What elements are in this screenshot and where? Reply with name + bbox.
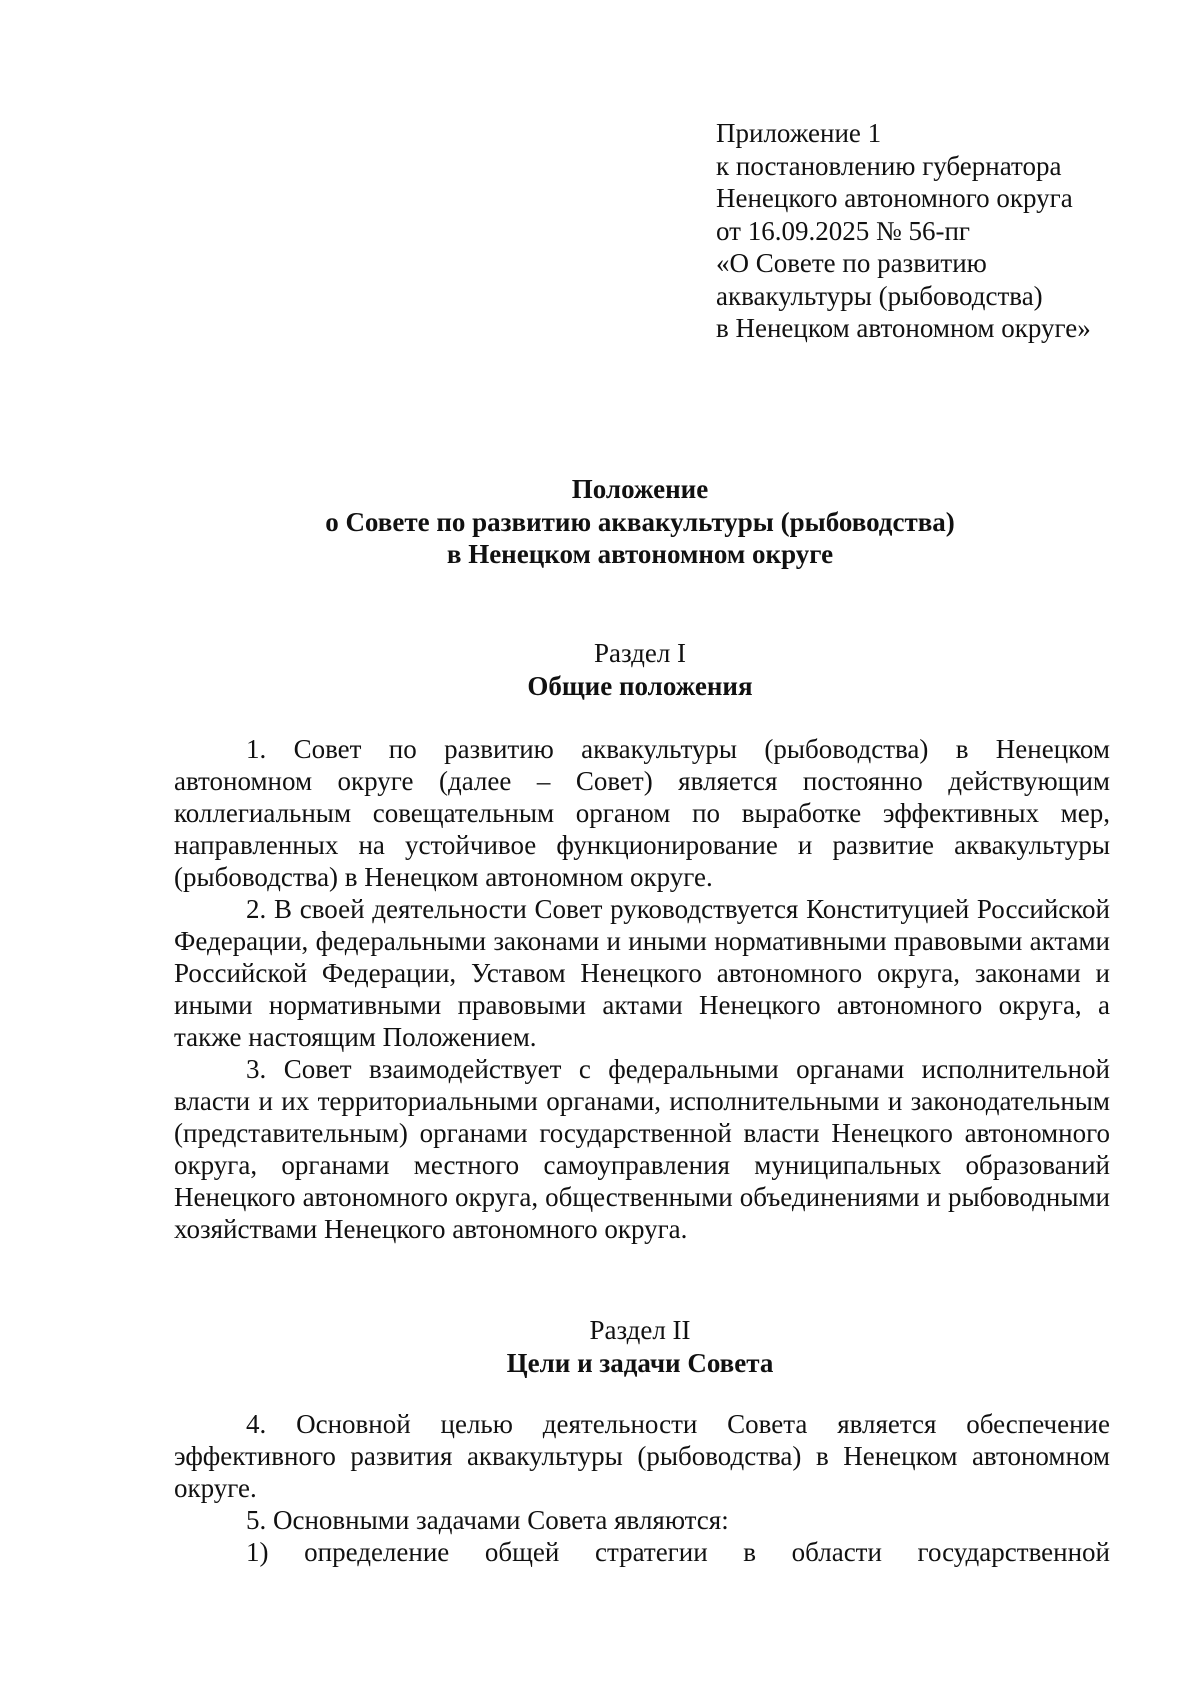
- paragraph: 1. Совет по развитию аквакультуры (рыбоводства) в Ненецком автономном округе (далее – Совет) является постоянно действующим коллегиальным совещательным органом по выработке эффективных мер, направленных на устойчивое функционирование и развитие аквакультуры (рыбоводства) в Ненецком автономном округе.: [174, 734, 1110, 892]
- appendix-header: [716, 117, 1176, 345]
- section-name: Общие положения: [527, 670, 753, 701]
- paragraph: 4. Основной целью деятельности Совета является обеспечение эффективного развития аквакультуры (рыбоводства) в Ненецком автономном округе.: [174, 1409, 1110, 1503]
- document-title: [170, 473, 1110, 571]
- appendix-line: в Ненецком автономном округе»: [716, 313, 1091, 343]
- section-number: Раздел II: [589, 1315, 691, 1345]
- paragraph: 5. Основными задачами Совета являются:: [246, 1505, 729, 1535]
- appendix-line: Приложение 1: [716, 118, 882, 148]
- paragraph: 3. Совет взаимодействует с федеральными органами исполнительной власти и их территориальными органами, исполнительными и законодательным (представительным) органами государственной власти Ненецкого автономного округа, органами местного самоуправления муниципальных образований Ненецкого автономного округа, общественными объединениями и рыбоводными хозяйствами Ненецкого автономного округа.: [174, 1054, 1110, 1244]
- appendix-line: «О Совете по развитию: [716, 248, 987, 278]
- title-line: Положение: [571, 474, 709, 504]
- title-line: в Ненецком автономном округе: [446, 539, 834, 569]
- appendix-line: от 16.09.2025 № 56-пг: [716, 215, 970, 246]
- title-line: о Совете по развитию аквакультуры (рыбоводства): [325, 506, 955, 537]
- section-name: Цели и задачи Совета: [506, 1347, 774, 1378]
- paragraph: 2. В своей деятельности Совет руководствуется Конституцией Российской Федерации, федеральными законами и иными нормативными правовыми актами Российской Федерации, Уставом Ненецкого автономного округа, законами и иными нормативными правовыми актами Ненецкого автономного округа, а также настоящим Положением.: [174, 894, 1110, 1052]
- section-1-body: [174, 733, 1110, 1245]
- appendix-line: к постановлению губернатора: [716, 150, 1062, 181]
- appendix-line: аквакультуры (рыбоводства): [716, 280, 1043, 311]
- section-1-heading: [170, 637, 1110, 702]
- section-2-body: [174, 1408, 1110, 1568]
- section-number: Раздел I: [593, 638, 687, 668]
- paragraph: 1) определение общей стратегии в области государственной: [246, 1537, 1110, 1567]
- section-2-heading: [170, 1314, 1110, 1379]
- appendix-line: Ненецкого автономного округа: [716, 183, 1073, 213]
